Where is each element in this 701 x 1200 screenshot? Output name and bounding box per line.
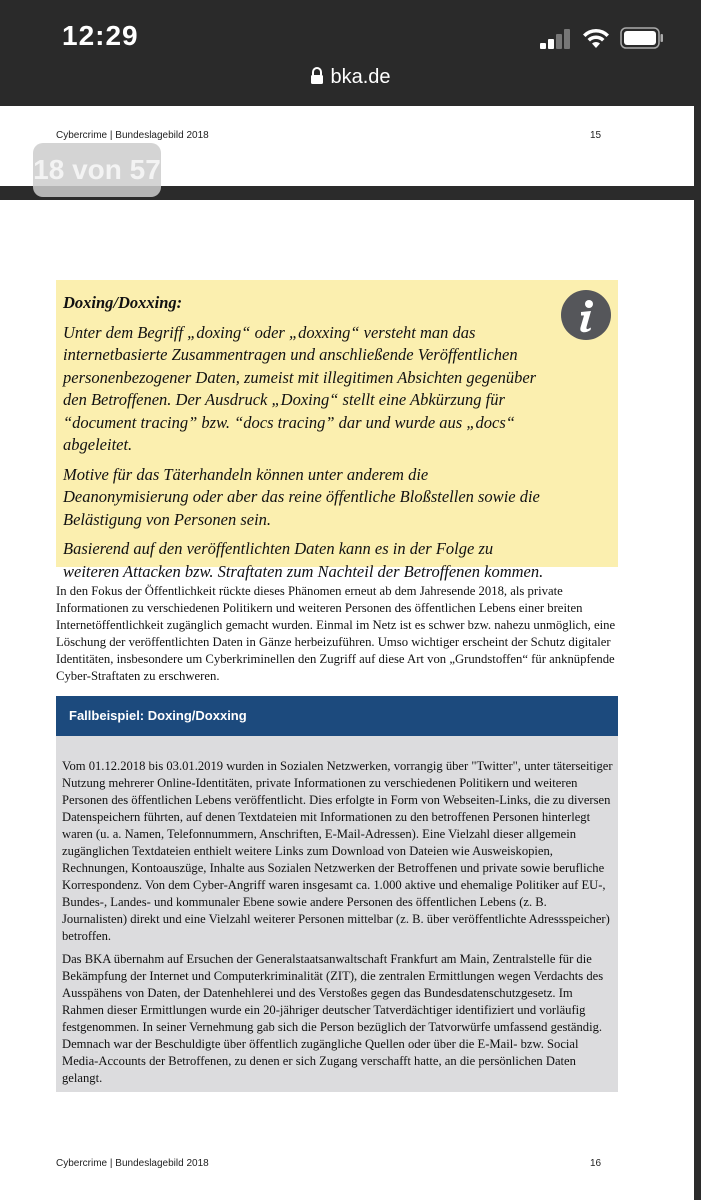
page-indicator-text: 18 von 57 — [33, 154, 161, 185]
page-footer-number: 16 — [590, 1158, 602, 1169]
page-footer-title: Cybercrime | Bundeslagebild 2018 — [56, 1158, 209, 1169]
info-box-paragraph: Motive für das Täterhandeln können unter anderem die Deanonymisierung oder aber das reine öffentliche Bloßstellen sowie die Belästigung von Personen sein. — [63, 464, 540, 529]
case-study-title: Fallbeispiel: Doxing/Doxxing — [69, 708, 247, 723]
body-paragraph: In den Fokus der Öffentlichkeit rückte dieses Phänomen erneut ab dem Jahresende 2018, als private Informationen zu verschiedenen Politikern und weiteren Personen des öffentlichen Lebens einer breiten Internetöffentlichkeit zugänglich gemacht wurden. Einmal im Netz ist es schwer bzw. nahezu unmöglich, eine Löschung der veröffentlichten Daten in Gänze herbeizuführen. Umso wichtiger erscheint der Schutz digitaler Identitäten, insbesondere um Cyberkriminellen den Zugriff auf diese Art von „Grundstoffen“ für anknüpfende Cyber-Straftaten zu erschweren. — [56, 584, 616, 683]
case-study-paragraph: Vom 01.12.2018 bis 03.01.2019 wurden in Sozialen Netzwerken, vorrangig über "Twitter", unter täterseitiger Nutzung mehrerer Online-Identitäten, private Informationen zu verschiedenen Politikern und weiteren Personen des öffentlichen Lebens veröffentlicht. Dies erfolgte in Form von Webseiten-Links, die zu diversen Datenspeichern führten, auf denen Textdateien mit Informationen zu den betroffenen Personen hinterlegt waren (u. a. Namen, Telefonnummern, Anschriften, E-Mail-Adressen). Eine Vielzahl dieser allgemein zugänglichen Textdateien enthielt weitere Links zum Download von Dateien wie Ausweiskopien, Rechnungen, Kontoauszüge, Inhalte aus Sozialen Netzwerken der Betroffenen und private sowie berufliche Korrespondenz. Von dem Cyber-Angriff waren insgesamt ca. 1.000 aktive und ehemalige Politiker auf EU-, Bundes-, Landes- und kommunaler Ebene sowie andere Personen des öffentlichen Lebens (z. B. Journalisten) direkt und eine Vielzahl weiterer Personen mittelbar (z. B. über veröffentlichte Adressspeicher) betroffen. — [62, 759, 613, 943]
page-header-number: 15 — [590, 130, 602, 141]
info-box-paragraph: Unter dem Begriff „doxing“ oder „doxxing“ versteht man das internetbasierte Zusammentragen und anschließende Veröffentlichen personenbezogener Daten, zumeist mit illegitimen Absichten gegenüber den Betroffenen. Der Ausdruck „Doxing“ stellt eine Abkürzung für “document tracing” bzw. “docs tracing” dar und wurde aus „docs“ abgeleitet. — [63, 322, 537, 454]
case-study-header — [56, 696, 618, 736]
browser-chrome — [0, 0, 701, 106]
wifi-icon — [582, 26, 610, 50]
case-study-box — [56, 736, 618, 1092]
cellular-signal-icon — [540, 29, 574, 49]
info-box-title: Doxing/Doxxing: — [63, 293, 183, 312]
page-header-title: Cybercrime | Bundeslagebild 2018 — [56, 130, 209, 141]
address-bar[interactable] — [0, 66, 701, 89]
page-indicator-badge — [33, 143, 161, 197]
battery-icon — [620, 27, 664, 49]
url-text: bka.de — [330, 66, 391, 88]
info-icon — [561, 290, 611, 340]
lock-icon — [310, 67, 324, 85]
info-box-paragraph: Basierend auf den veröffentlichten Daten kann es in der Folge zu weiteren Attacken bzw. Straftaten zum Nachteil der Betroffenen kommen. — [63, 539, 544, 581]
pdf-page-16 — [0, 200, 694, 1200]
case-study-paragraph: Das BKA übernahm auf Ersuchen der Generalstaatsanwaltschaft Frankfurt am Main, Zentralstelle für die Bekämpfung der Internet und Computerkriminalität (ZIT), die zentralen Ermittlungen wegen Verdachts des Ausspähens von Daten, der Datenhehlerei und des Verstoßes gegen das Bundesdatenschutzgesetz. Im Rahmen dieser Ermittlungen wurde ein 20-jähriger deutscher Tatverdächtiger identifiziert und vorläufig festgenommen. In seiner Vernehmung gab sich die Person bezüglich der Tatvorwürfe umfassend geständig. Demnach war der Beschuldigte über öffentlich zugängliche Quellen oder über die E-Mail- bzw. Social Media-Accounts der Betroffenen, zu denen er sich Zugang verschafft hatte, an die persönlichen Daten gelangt. — [62, 952, 604, 1085]
doxing-info-box — [56, 280, 618, 581]
status-time: 12:29 — [62, 20, 139, 51]
